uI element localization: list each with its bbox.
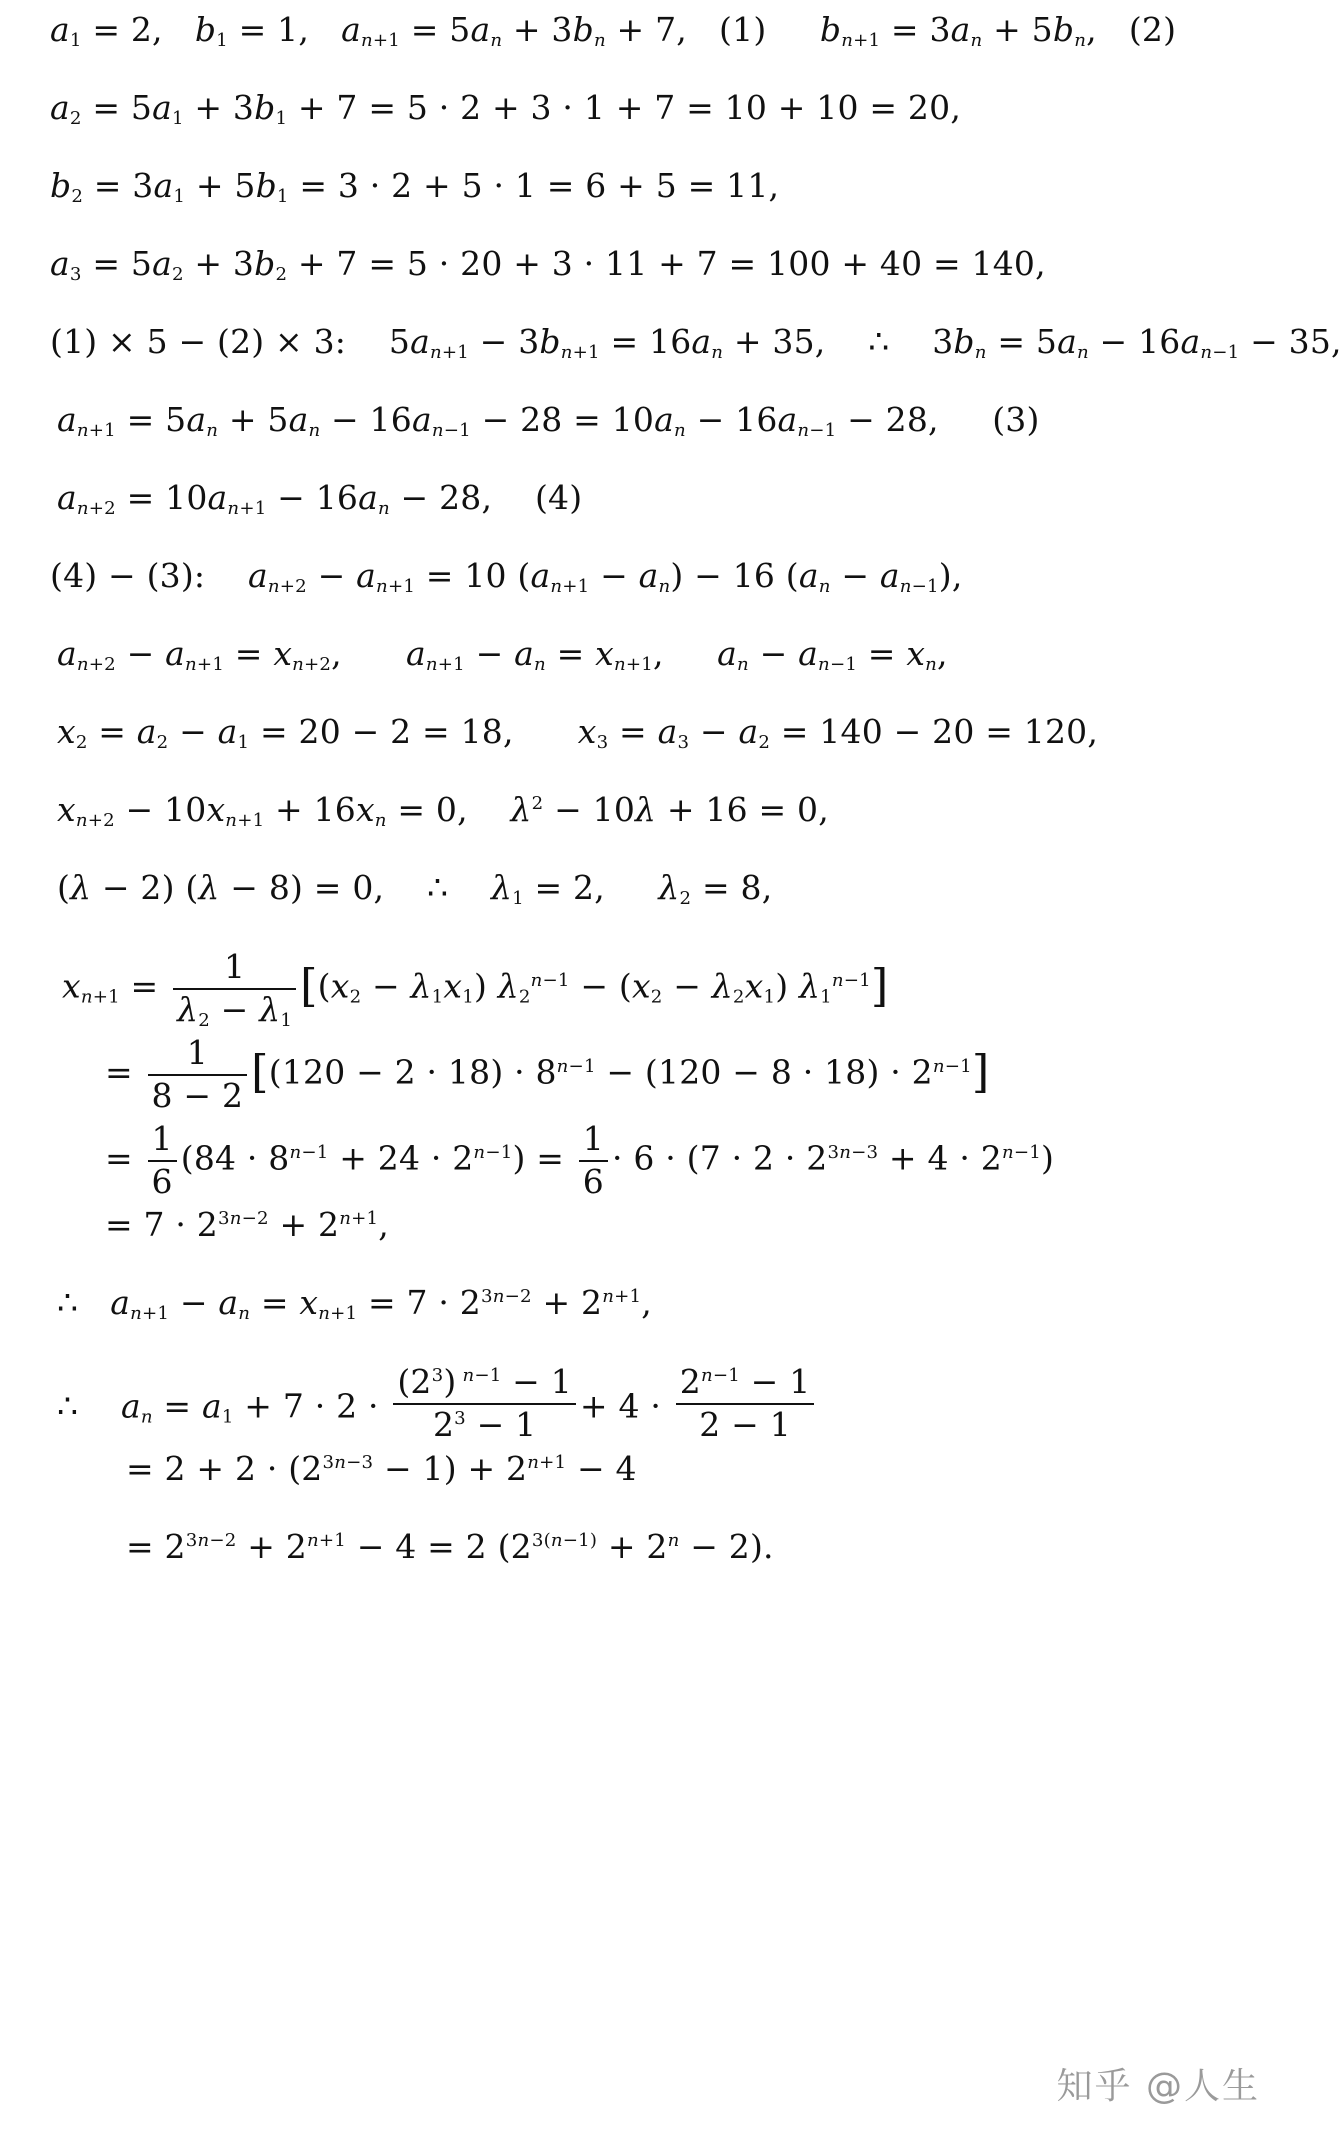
line-substitution: $a_{n+2} - a_{n+1} = x_{n+2}$, $a_{n+1} - a_n = x_{n+1}$, $a_n - a_{n-1} = x_n$, (57, 634, 948, 676)
eq-label-2: (2) (1128, 10, 1177, 49)
fraction: $\frac{1}{8 - 2}$ (148, 1036, 248, 1113)
fraction: $\frac{1}{6}$ (579, 1122, 608, 1199)
fraction: $\frac{2^{n-1} - 1}{2 - 1}$ (676, 1365, 815, 1442)
value-b2: 11, (726, 166, 780, 205)
fraction: $\frac{(2^3) ^{n-1} - 1}{2^3 - 1}$ (393, 1365, 576, 1442)
line-a3: $a_3 = 5a_2 + 3b_2 + 7 = 5 \cdot 20 + 3 \cdot 11 + 7 = 100 + 40 = 140$, (50, 244, 1046, 286)
value-a2: 20, (907, 88, 962, 127)
eq-label-3: (3) (992, 400, 1040, 439)
fraction: $\frac{1}{\lambda_2 - \lambda_1}$ (173, 950, 296, 1027)
line-a-difference: ∴ $a_{n+1} - a_n = x_{n+1} = 7 \cdot 2^{3n-2} + 2^{n+1}$, (57, 1283, 652, 1325)
value-35: 35, (1288, 322, 1342, 361)
operation-label: (1) × 5 − (2) × 3: (50, 322, 347, 361)
line-characteristic: $x_{n+2} - 10x_{n+1} + 16x_n = 0$, $\lambda^2 - 10\lambda + 16 = 0$, (57, 790, 829, 832)
difference-label: (4) − (3): (50, 556, 206, 595)
value-28: 28, (439, 478, 493, 517)
value-a3: 140, (971, 244, 1046, 283)
line-eliminate-b: (1) × 5 − (2) × 3: $5a_{n+1} - 3b_{n+1} = 16a_n + 35$, ∴ $3b_n = 5a_n - 16a_{n-1} - 35$, (50, 322, 1342, 364)
line-a-result: = $2^{3n-2} + 2^{n+1} - 4 = 2$ $(2^{3(n-1)} + 2^n - 2)$. (126, 1527, 774, 1566)
line-roots: (λ − 2) (λ − 8) = 0, ∴ $\lambda_1 = 2$, $\lambda_2 = 8$, (57, 868, 773, 910)
value-x2: 18, (460, 712, 514, 751)
eq-label-1: (1) (719, 10, 767, 49)
line-recurrence-4: $a_{n+2} = 10a_{n+1} - 16a_n - 28$, (4) (57, 478, 583, 520)
value-x3: 120, (1023, 712, 1099, 751)
line-a-sum: ∴ $a_n = a_1 + 7 \cdot 2$ · $\frac{(2^3) ^{n-1} - 1}{2^3 - 1}$ + 4 · $\frac{2^{n-1} - 1}{2 - 1}$ (57, 1365, 818, 1442)
line-b2: $b_2 = 3a_1 + 5b_1 = 3 \cdot 2 + 5 \cdot 1 = 6 + 5 = 11$, (50, 166, 780, 208)
line-difference: (4) − (3): $a_{n+2} - a_{n+1} = 10$ $(a_{n+1} - a_n) - 16$ $(a_n - a_{n-1})$, (50, 556, 963, 598)
line-substituted: = $\frac{1}{8 - 2}$ $[(120 - 2 \cdot 18) \cdot 8^{n-1} - (120 - 8 \cdot 18) \cdot 2^{n-1}]$ (105, 1033, 990, 1115)
line-initial-conditions: $a_1 = 2$, $b_1 = 1$, $a_{n+1} = 5a_n + 3b_n + 7$, (1) $b_{n+1} = 3a_n + 5b_n$, (2) (50, 10, 1177, 52)
line-a2: $a_2 = 5a_1 + 3b_1 + 7 = 5 \cdot 2 + 3 \cdot 1 + 7 = 10 + 10 = 20$, (50, 88, 962, 130)
line-general-formula: $x_{n+1}$ = $\frac{1}{\lambda_2 - \lambda_1}$ [$(x_2 - \lambda_1x_1) \lambda_2^{n-1} - (x_2 - \lambda_2x_1)$ $\lambda_1^{n-1}$] (62, 947, 889, 1031)
fraction: $\frac{1}{6}$ (148, 1122, 177, 1199)
line-x-initial: $x_2 = a_2 - a_1 = 20 - 2 = 18$, $x_3 = a_3 - a_2 = 140 - 20 = 120$, (57, 712, 1099, 754)
line-x-closed-form: = $7 \cdot 2^{3n-2} + 2^{n+1}$, (105, 1205, 389, 1244)
line-recurrence-3: $a_{n+1} = 5a_n + 5a_n - 16a_{n-1} - 28 = 10a_n - 16a_{n-1} - 28$, (3) (57, 400, 1040, 442)
watermark: 知乎 @人生 (1056, 2066, 1260, 2107)
eq-label-4: (4) (534, 478, 583, 517)
line-a-expand: = $2 + 2 \cdot (2^{3n-3} - 1) + 2^{n+1} - 4$ (126, 1449, 637, 1488)
line-simplified: = $\frac{1}{6}$ $(84 \cdot 8^{n-1} + 24 \cdot 2^{n-1})$ = $\frac{1}{6}$ · $6 \cdot (7 \cdot 2 \cdot 2^{3n-3} + 4 \cdot 2^{n-1})$ (105, 1119, 1055, 1201)
